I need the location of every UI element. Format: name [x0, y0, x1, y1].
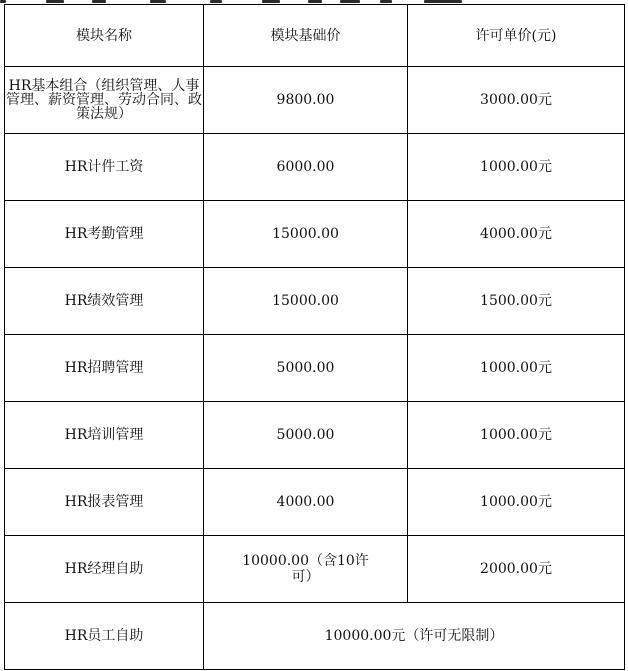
caption-fragment [92, 0, 106, 3]
caption-fragment [210, 0, 222, 3]
base-price: 4000.00 [276, 494, 335, 510]
license-price-cell [408, 536, 625, 603]
base-price: 10000.00（含10许可） [242, 553, 369, 585]
license-price-cell [408, 67, 625, 134]
module-name-cell [5, 134, 204, 201]
license-price-cell [408, 268, 625, 335]
module-name: HR员工自助 [64, 628, 144, 644]
base-price: 9800.00 [276, 92, 335, 108]
module-name: HR招聘管理 [64, 360, 144, 376]
module-name: HR报表管理 [64, 494, 144, 510]
merged-price: 10000.00元（许可无限制） [324, 628, 504, 644]
base-price-cell [204, 469, 408, 536]
module-name-cell [5, 201, 204, 268]
caption-fragment [340, 0, 360, 3]
base-price: 15000.00 [272, 226, 339, 242]
license-price-cell [408, 201, 625, 268]
caption-fragment [46, 0, 64, 3]
table-row [5, 67, 625, 134]
header-base-price-label: 模块基础价 [270, 27, 341, 44]
table-header-row [5, 5, 625, 67]
header-base-price [204, 5, 408, 67]
base-price-cell [204, 536, 408, 603]
caption-fragment [0, 0, 6, 3]
table-row [5, 603, 625, 670]
merged-price-cell [204, 603, 625, 670]
table-row [5, 134, 625, 201]
license-price: 1000.00元 [480, 159, 552, 175]
license-price: 1000.00元 [480, 427, 552, 443]
caption-fragment [308, 0, 322, 3]
header-module-name-label: 模块名称 [76, 27, 132, 44]
module-name: HR绩效管理 [64, 293, 144, 309]
base-price-cell [204, 134, 408, 201]
base-price: 5000.00 [276, 360, 335, 376]
header-module-name [5, 5, 204, 67]
caption-fragment [262, 0, 280, 3]
table-row [5, 201, 625, 268]
base-price-cell [204, 268, 408, 335]
base-price-cell [204, 201, 408, 268]
base-price: 5000.00 [276, 427, 335, 443]
base-price-cell [204, 335, 408, 402]
license-price: 1000.00元 [480, 360, 552, 376]
table-row [5, 402, 625, 469]
module-name: HR经理自助 [64, 561, 144, 577]
license-price: 4000.00元 [480, 226, 552, 242]
license-price-cell [408, 402, 625, 469]
base-price: 15000.00 [272, 293, 339, 309]
license-price: 3000.00元 [480, 92, 552, 108]
module-name-cell [5, 268, 204, 335]
license-price: 1000.00元 [480, 494, 552, 510]
header-license-price [408, 5, 625, 67]
module-name-cell [5, 603, 204, 670]
module-name-cell [5, 67, 204, 134]
caption-fragment [380, 0, 392, 3]
table-row [5, 268, 625, 335]
module-name: HR培训管理 [64, 427, 144, 443]
license-price: 2000.00元 [480, 561, 552, 577]
module-name-cell [5, 469, 204, 536]
base-price: 6000.00 [276, 159, 335, 175]
module-name: HR计件工资 [64, 159, 144, 175]
base-price-cell [204, 67, 408, 134]
table-row [5, 536, 625, 603]
module-name: HR基本组合（组织管理、人事管理、薪资管理、劳动合同、政策法规） [6, 77, 202, 122]
license-price-cell [408, 469, 625, 536]
module-name-cell [5, 335, 204, 402]
caption-fragment [424, 0, 462, 3]
license-price-cell [408, 335, 625, 402]
license-price-cell [408, 134, 625, 201]
table-row [5, 469, 625, 536]
license-price: 1500.00元 [480, 293, 552, 309]
caption-fragment [150, 0, 166, 3]
base-price-cell [204, 402, 408, 469]
header-license-price-label: 许可单价(元) [475, 27, 557, 44]
module-name-cell [5, 402, 204, 469]
module-price-table [4, 4, 625, 670]
module-name-cell [5, 536, 204, 603]
module-name: HR考勤管理 [64, 226, 144, 242]
table-row [5, 335, 625, 402]
